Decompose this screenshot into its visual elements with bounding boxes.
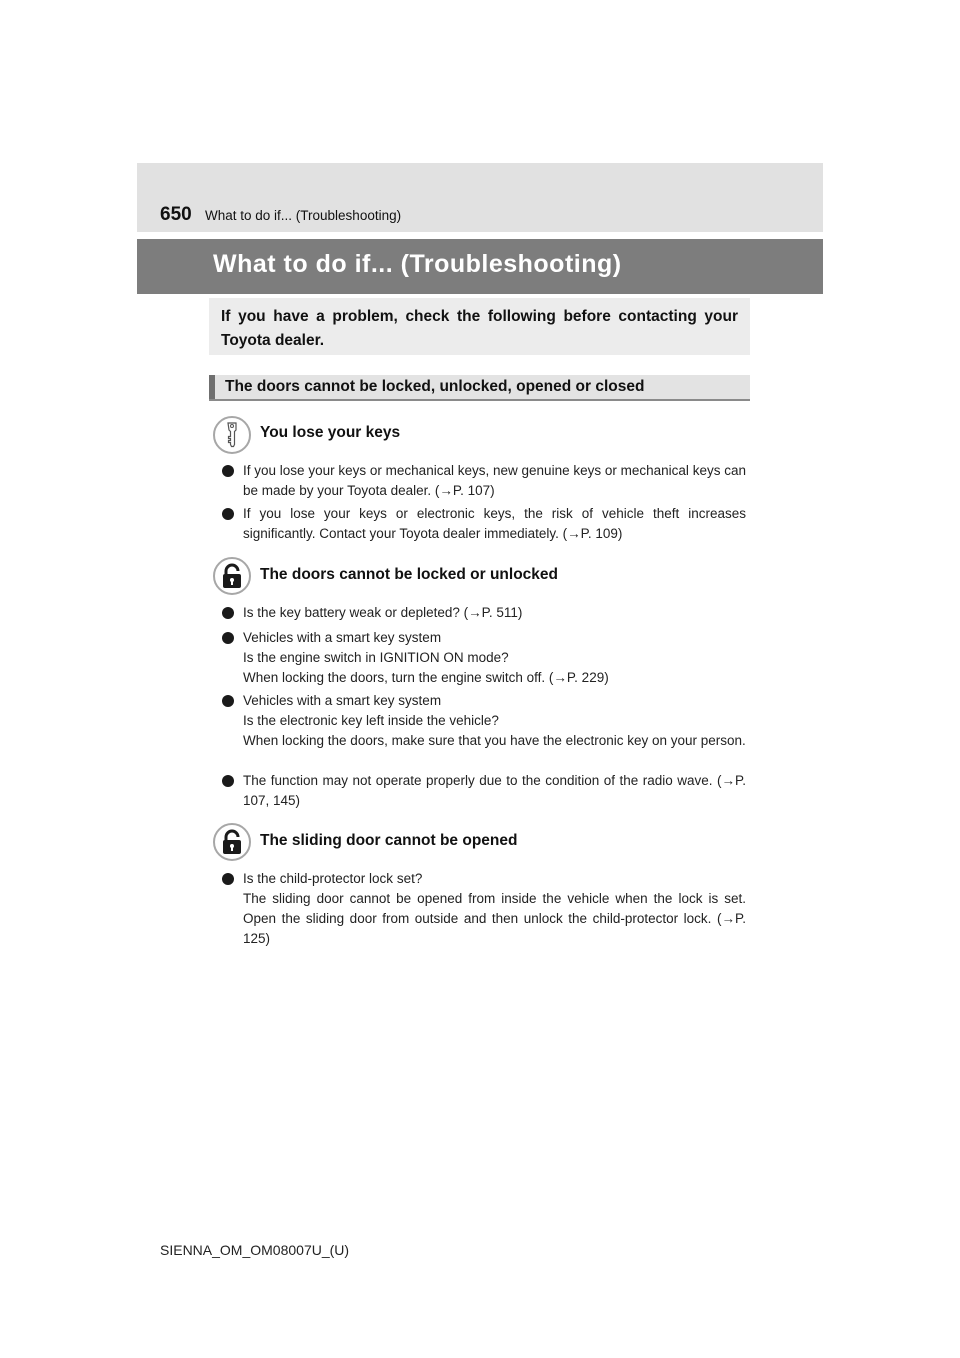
list-item: If you lose your keys or mechanical keys, new genuine keys or mechanical keys can be made by your Toyota dealer. (→P. 107) — [222, 461, 746, 501]
subsection-title-lose-keys: You lose your keys — [260, 424, 401, 441]
list-item: Vehicles with a smart key system Is the engine switch in IGNITION ON mode? When locking the doors, turn the engine switch off. (→P. 229) — [222, 628, 746, 688]
list-item: Is the key battery weak or depleted? (→P. 511) — [222, 603, 746, 623]
title-bar — [137, 239, 823, 294]
section-heading — [209, 375, 750, 401]
bullet-icon — [222, 775, 234, 787]
section-heading-label: The doors cannot be locked, unlocked, opened or closed — [225, 378, 645, 395]
bullet-icon — [222, 465, 234, 477]
page-title: What to do if... (Troubleshooting) — [213, 250, 622, 278]
bullet-icon — [222, 632, 234, 644]
list-item: Vehicles with a smart key system Is the electronic key left inside the vehicle? When locking the doors, make sure that you have the electronic key on your person. — [222, 691, 746, 751]
bullet-icon — [222, 607, 234, 619]
subsection-title-lock-unlock: The doors cannot be locked or unlocked — [260, 566, 558, 583]
section-heading-bar — [209, 375, 215, 399]
list-item: If you lose your keys or electronic keys, the risk of vehicle theft increases significantly. Contact your Toyota dealer immediately. (→P. 109) — [222, 504, 746, 544]
document-code: SIENNA_OM_OM08007U_(U) — [160, 1242, 350, 1258]
running-head: What to do if... (Troubleshooting) — [205, 208, 402, 223]
bullet-icon — [222, 695, 234, 707]
key-icon — [213, 416, 251, 454]
subsection-title-sliding-door: The sliding door cannot be opened — [260, 832, 518, 849]
bullet-icon — [222, 508, 234, 520]
padlock-icon — [213, 823, 251, 861]
list-item: The function may not operate properly due to the condition of the radio wave. (→P. 107, 145) — [222, 771, 746, 811]
intro-box: If you have a problem, check the following before contacting your Toyota dealer. — [209, 298, 750, 355]
padlock-icon — [213, 557, 251, 595]
list-item: Is the child-protector lock set? The sliding door cannot be opened from inside the vehicle when the lock is set. Open the sliding door from outside and then unlock the child-protector lock. (→P. 125) — [222, 869, 746, 949]
page-number: 650 — [160, 204, 192, 225]
bullet-icon — [222, 873, 234, 885]
